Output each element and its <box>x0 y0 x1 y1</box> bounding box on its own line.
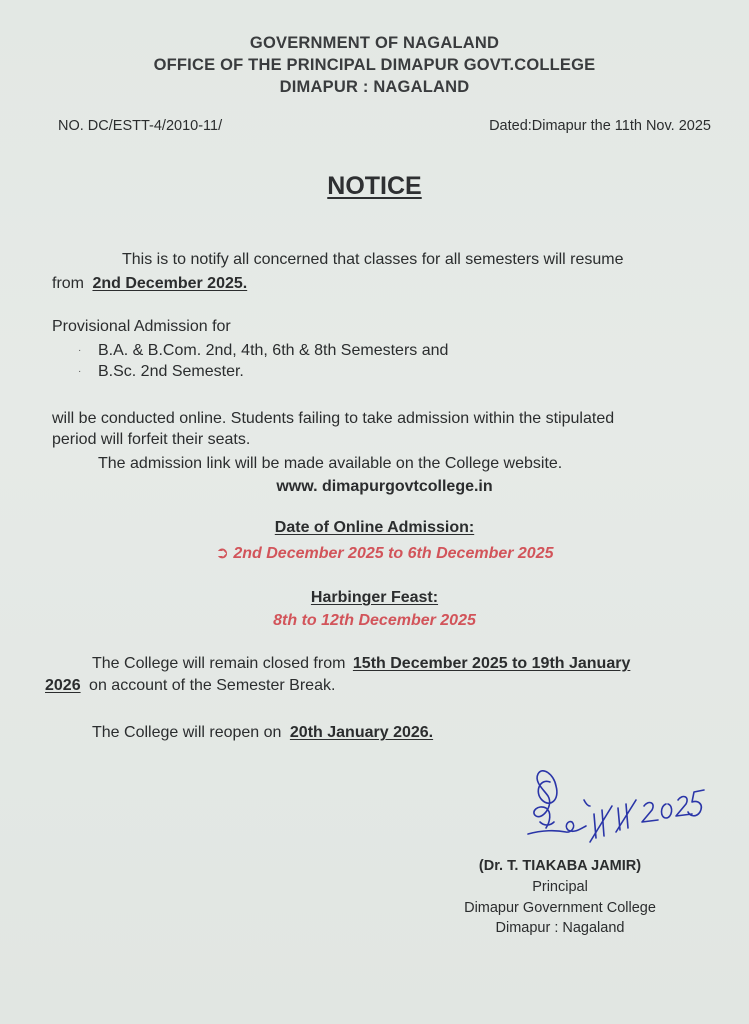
college-website: www. dimapurgovtcollege.in <box>276 478 493 495</box>
reference-number: NO. DC/ESTT-4/2010-11/ <box>58 118 223 134</box>
admission-link-line: The admission link will be made available on the College website. <box>98 455 563 472</box>
closure-reason: on account of the Semester Break. <box>89 677 336 694</box>
arrow-icon: ➲ <box>215 545 229 562</box>
para1-line1: This is to notify all concerned that classes for all semesters will resume <box>122 251 624 268</box>
signatory-institution: Dimapur Government College <box>464 900 656 916</box>
signatory-place: Dimapur : Nagaland <box>495 920 625 936</box>
reopen-text: The College will reopen on <box>92 724 282 741</box>
bullet-2: · <box>78 366 82 377</box>
admission-forfeit-line: period will forfeit their seats. <box>52 431 251 448</box>
closure-line1 <box>92 655 630 673</box>
reopen-date: 20th January 2026. <box>289 724 434 741</box>
closure-line2 <box>45 677 335 695</box>
signatory-name: (Dr. T. TIAKABA JAMIR) <box>478 858 642 874</box>
header-office: OFFICE OF THE PRINCIPAL DIMAPUR GOVT.COLLEGE <box>153 56 596 74</box>
reopen-line <box>92 724 433 742</box>
para1-from: from <box>52 275 84 292</box>
dated-line: Dated:Dimapur the 11th Nov. 2025 <box>489 118 711 134</box>
bullet-1: · <box>78 345 82 356</box>
resume-date: 2nd December 2025. <box>92 275 248 292</box>
harbinger-dates: 8th to 12th December 2025 <box>273 612 476 629</box>
admission-online-line: will be conducted online. Students failing to take admission within the stipulated <box>52 410 615 427</box>
notice-title: NOTICE <box>327 172 422 200</box>
closure-text: The College will remain closed from <box>92 655 346 672</box>
admission-item-2: B.Sc. 2nd Semester. <box>98 363 244 380</box>
handwritten-signature <box>520 760 710 850</box>
header-location: DIMAPUR : NAGALAND <box>279 78 470 96</box>
closure-dates-end: 2026 <box>45 677 81 694</box>
harbinger-heading: Harbinger Feast: <box>310 589 439 606</box>
signatory-designation: Principal <box>532 879 588 895</box>
header-government: GOVERNMENT OF NAGALAND <box>249 34 500 52</box>
online-admission-heading: Date of Online Admission: <box>274 519 475 536</box>
admission-item-1: B.A. & B.Com. 2nd, 4th, 6th & 8th Semesters and <box>98 342 449 359</box>
online-admission-dates: 2nd December 2025 to 6th December 2025 <box>233 545 554 562</box>
online-admission-dates-line <box>0 543 749 563</box>
closure-dates-start: 15th December 2025 to 19th January <box>352 655 631 672</box>
para1-line2 <box>52 275 247 293</box>
admission-intro: Provisional Admission for <box>52 318 231 335</box>
